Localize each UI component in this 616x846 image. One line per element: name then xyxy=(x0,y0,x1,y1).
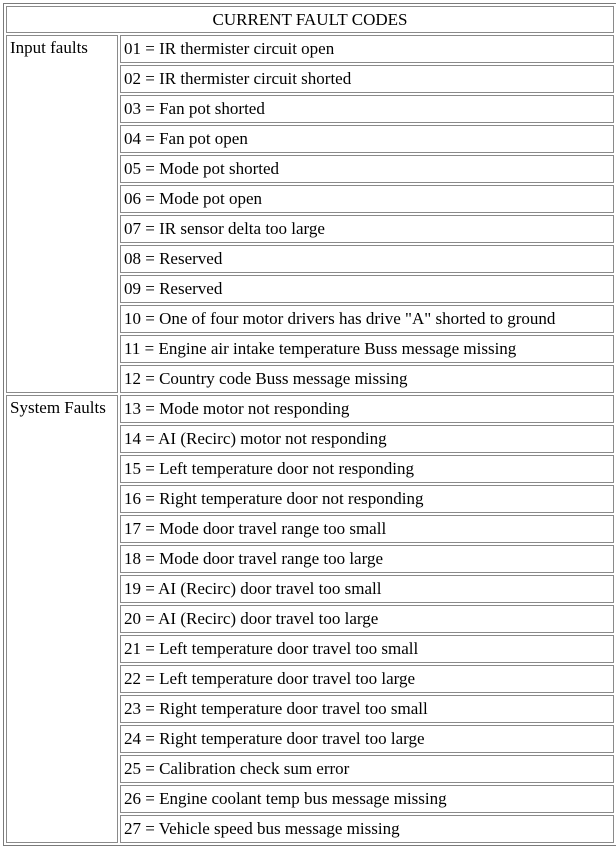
fault-codes-table-body xyxy=(6,6,614,843)
fault-group-label: System Faults xyxy=(6,395,118,843)
fault-code-cell: 09 = Reserved xyxy=(120,275,614,303)
fault-code-cell: 01 = IR thermister circuit open xyxy=(120,35,614,63)
fault-code-cell: 10 = One of four motor drivers has drive "A" shorted to ground xyxy=(120,305,614,333)
fault-code-cell: 13 = Mode motor not responding xyxy=(120,395,614,423)
fault-code-cell: 03 = Fan pot shorted xyxy=(120,95,614,123)
fault-code-cell: 24 = Right temperature door travel too large xyxy=(120,725,614,753)
table-row xyxy=(6,35,614,63)
fault-code-cell: 25 = Calibration check sum error xyxy=(120,755,614,783)
fault-code-cell: 15 = Left temperature door not responding xyxy=(120,455,614,483)
fault-code-cell: 12 = Country code Buss message missing xyxy=(120,365,614,393)
fault-group-label: Input faults xyxy=(6,35,118,393)
fault-code-cell: 16 = Right temperature door not responding xyxy=(120,485,614,513)
fault-code-cell: 27 = Vehicle speed bus message missing xyxy=(120,815,614,843)
fault-code-cell: 20 = AI (Recirc) door travel too large xyxy=(120,605,614,633)
fault-code-cell: 08 = Reserved xyxy=(120,245,614,273)
fault-codes-table-wrapper xyxy=(3,3,613,838)
fault-code-cell: 06 = Mode pot open xyxy=(120,185,614,213)
fault-code-cell: 22 = Left temperature door travel too large xyxy=(120,665,614,693)
table-title: CURRENT FAULT CODES xyxy=(6,6,614,33)
fault-code-cell: 17 = Mode door travel range too small xyxy=(120,515,614,543)
fault-code-cell: 26 = Engine coolant temp bus message missing xyxy=(120,785,614,813)
fault-code-cell: 04 = Fan pot open xyxy=(120,125,614,153)
fault-code-cell: 05 = Mode pot shorted xyxy=(120,155,614,183)
fault-code-cell: 11 = Engine air intake temperature Buss message missing xyxy=(120,335,614,363)
table-title-row xyxy=(6,6,614,33)
fault-code-cell: 23 = Right temperature door travel too small xyxy=(120,695,614,723)
table-row xyxy=(6,395,614,423)
fault-code-cell: 21 = Left temperature door travel too small xyxy=(120,635,614,663)
fault-code-cell: 07 = IR sensor delta too large xyxy=(120,215,614,243)
fault-codes-table xyxy=(3,3,616,846)
fault-code-cell: 14 = AI (Recirc) motor not responding xyxy=(120,425,614,453)
fault-code-cell: 02 = IR thermister circuit shorted xyxy=(120,65,614,93)
fault-code-cell: 19 = AI (Recirc) door travel too small xyxy=(120,575,614,603)
fault-code-cell: 18 = Mode door travel range too large xyxy=(120,545,614,573)
